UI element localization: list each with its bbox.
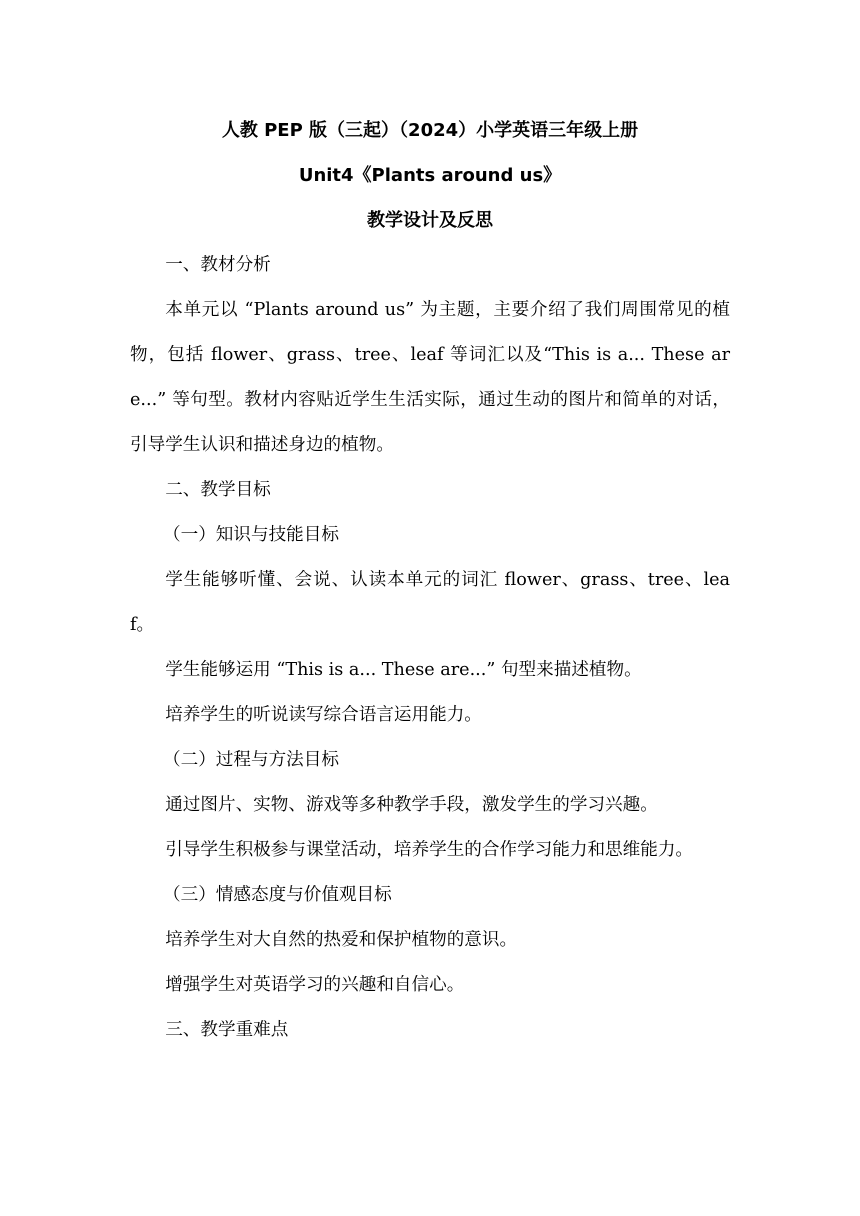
- paragraph-goal-cooperation: 引导学生积极参与课堂活动，培养学生的合作学习能力和思维能力。: [165, 840, 694, 860]
- document-body: [130, 108, 730, 1053]
- subheading-emotion-values: （三）情感态度与价值观目标: [163, 885, 392, 905]
- paragraph-goal-skills: 培养学生的听说读写综合语言运用能力。: [165, 705, 482, 725]
- section-heading-key-difficulties: 三、教学重难点: [165, 1020, 289, 1040]
- section-heading-teaching-goals: 二、教学目标: [165, 480, 271, 500]
- subheading-knowledge-skills: （一）知识与技能目标: [163, 525, 339, 545]
- paragraph-goal-sentence: 学生能够运用 “This is a... These are...” 句型来描述植物。: [165, 660, 642, 680]
- paragraph-goal-interest: 通过图片、实物、游戏等多种教学手段，激发学生的学习兴趣。: [165, 795, 658, 815]
- unit-title: Unit4《Plants around us》: [298, 165, 562, 186]
- section-heading-textbook-analysis: 一、教材分析: [165, 255, 271, 275]
- paragraph-goal-vocabulary: 学生能够听懂、会说、认读本单元的词汇 flower、grass、tree、leaf。: [130, 570, 730, 635]
- paragraph-goal-confidence: 增强学生对英语学习的兴趣和自信心。: [165, 975, 465, 995]
- document-title: 人教 PEP 版（三起）（2024）小学英语三年级上册: [221, 120, 639, 141]
- document-subtitle: 教学设计及反思: [367, 210, 493, 231]
- paragraph-goal-nature: 培养学生对大自然的热爱和保护植物的意识。: [165, 930, 518, 950]
- paragraph-textbook-analysis: 本单元以 “Plants around us” 为主题，主要介绍了我们周围常见的植物，包括 flower、grass、tree、leaf 等词汇以及“This is a... These are...” 等句型。教材内容贴近学生生活实际，通过生动的图片和简单的对话，引导学生认识和描述身边的植物。: [130, 300, 730, 455]
- subheading-process-methods: （二）过程与方法目标: [163, 750, 339, 770]
